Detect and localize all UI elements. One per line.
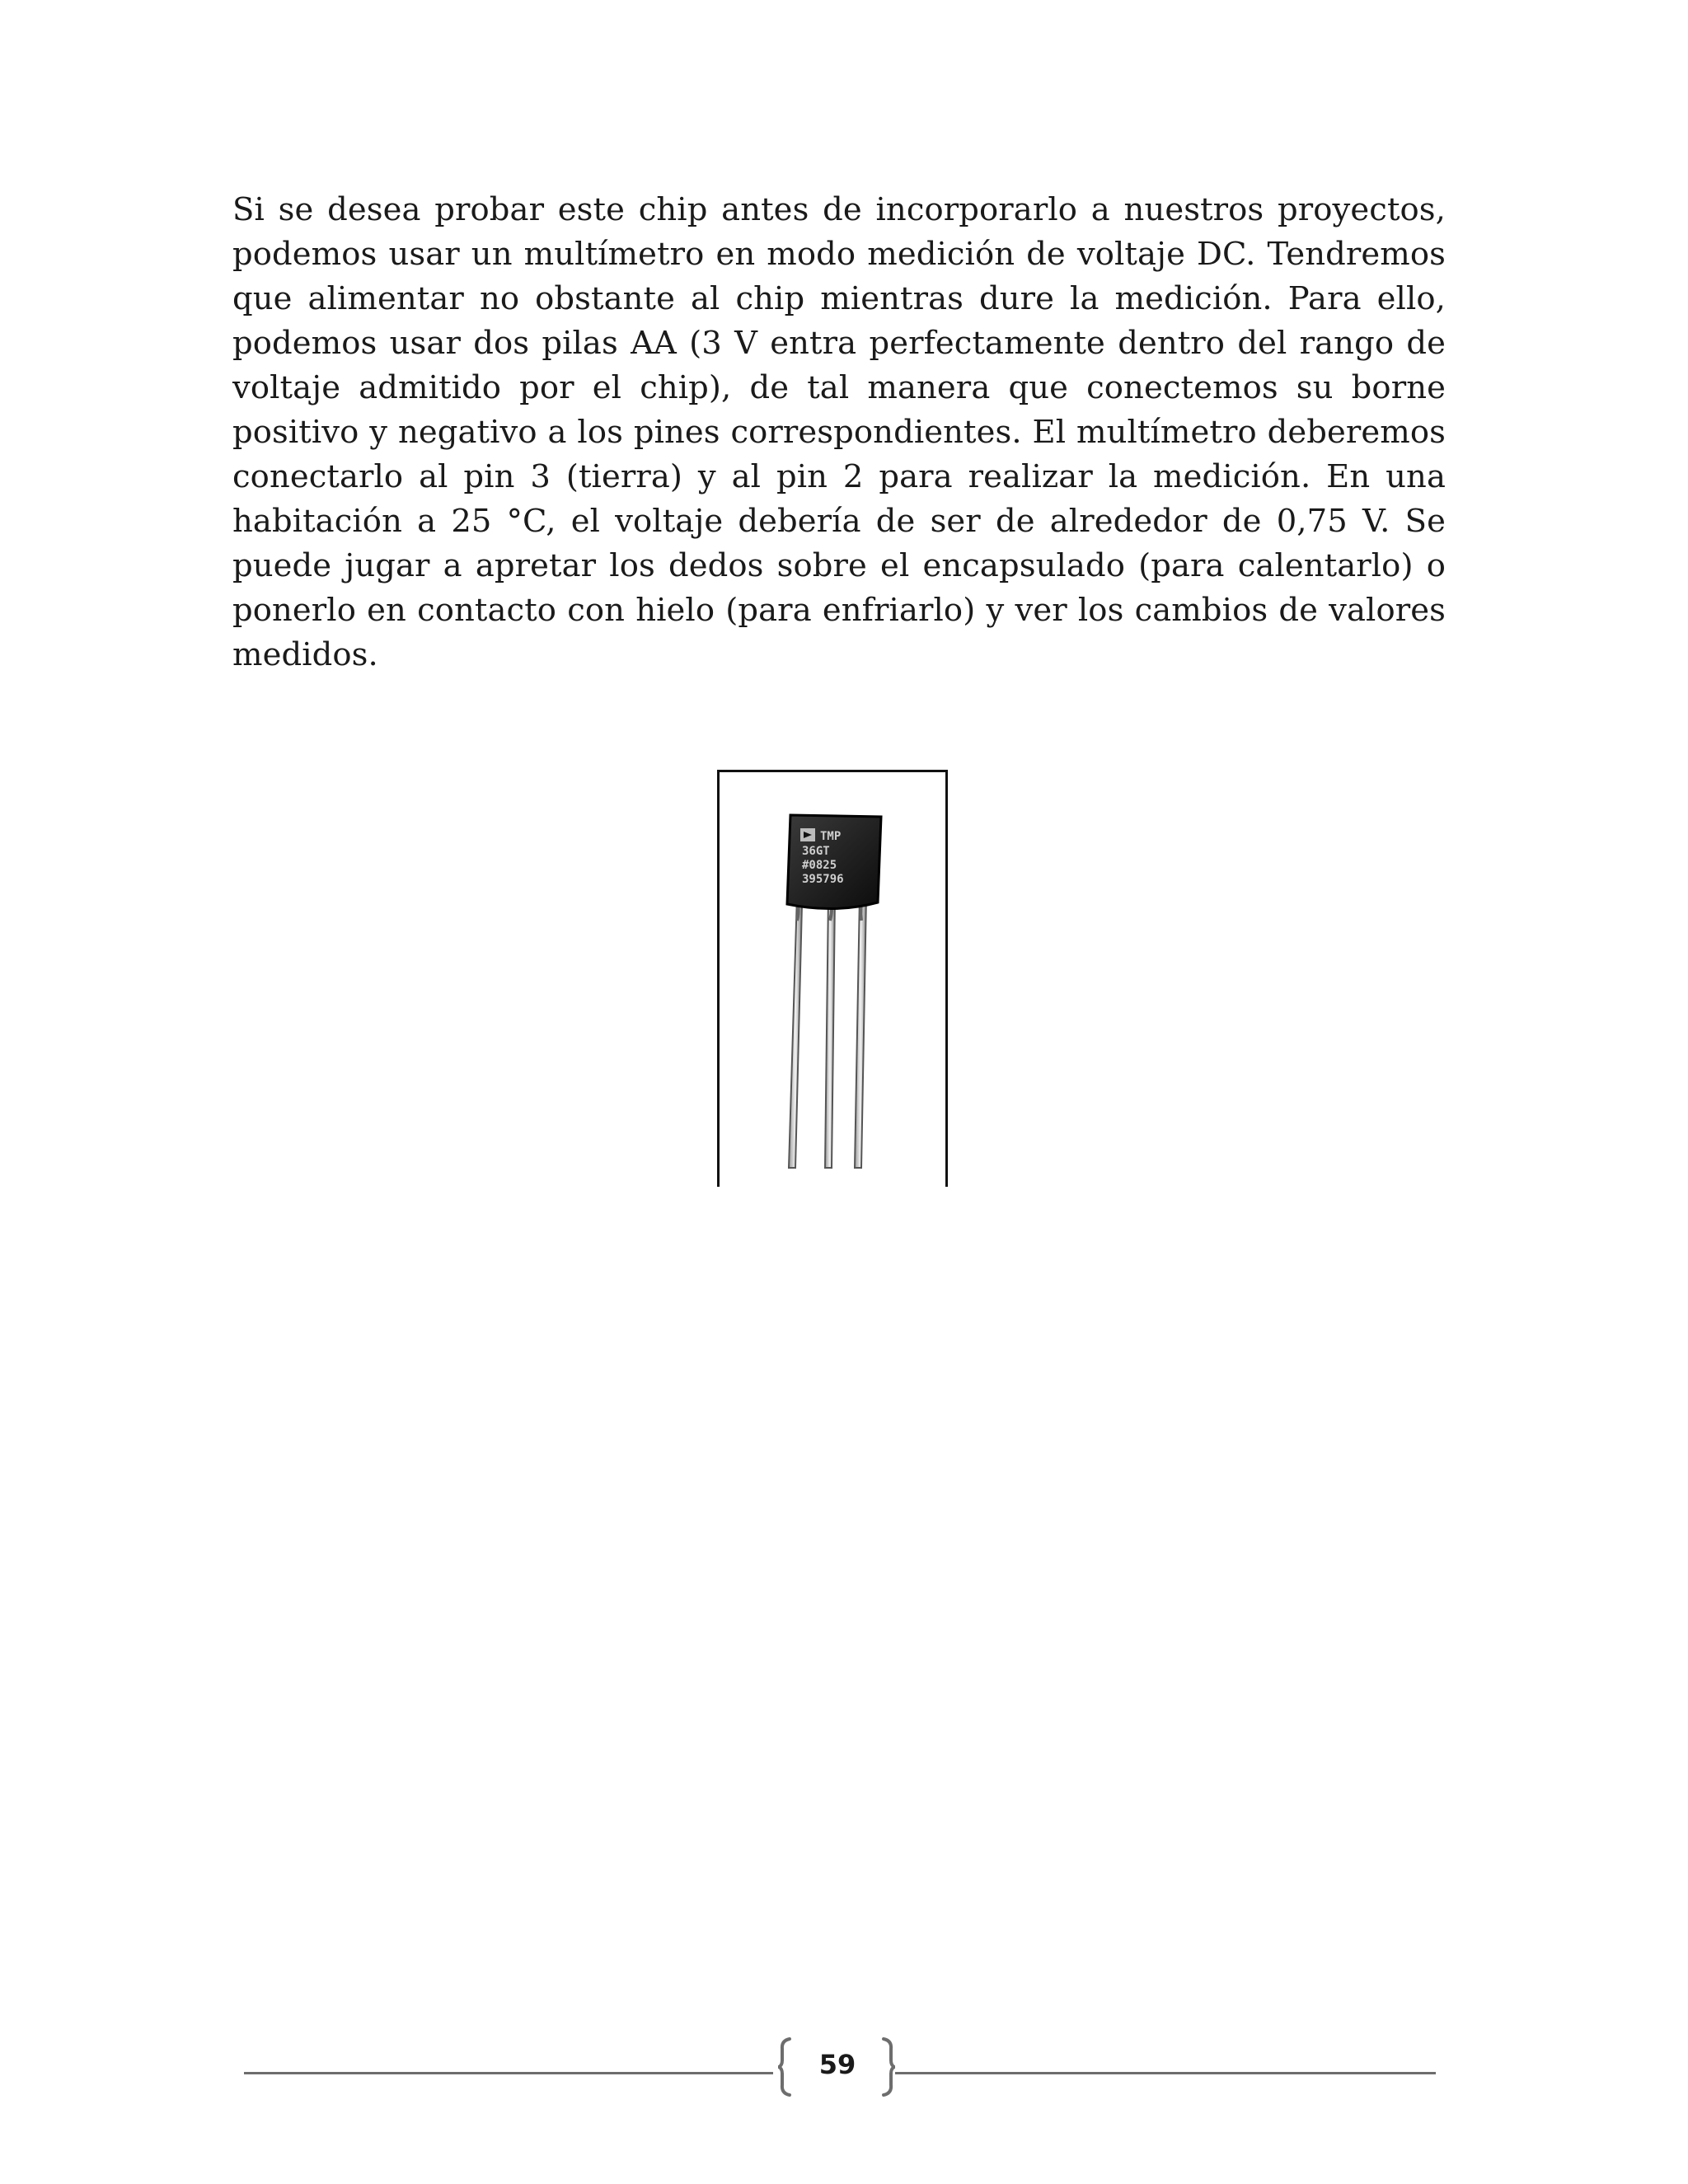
footer-rule-left [244, 2072, 773, 2074]
right-bracket-icon [882, 2037, 895, 2097]
chip-marking-line-3: #0825 [802, 859, 837, 872]
chip-figure [717, 770, 948, 1187]
body-paragraph: Si se desea probar este chip antes de incorporarlo a nuestros proyectos, podemos usar un multímetro en modo medición de voltaje DC. Tendremos que alimentar no obstante al chip mientras dure la medición. Para ello, podemos usar dos pilas AA (3 V entra perfectamente dentro del rango de voltaje admitido por el chip), de tal manera que conectemos su borne positivo y negativo a los pines correspondientes. El multímetro deberemos conectarlo al pin 3 (tierra) y al pin 2 para realizar la medición. En una habitación a 25 °C, el voltaje debería de ser de alrededor de 0,75 V. Se puede jugar a apretar los dedos sobre el encapsulado (para calentarlo) o ponerlo en contacto con hielo (para enfriarlo) y ver los cambios de valores medidos. [232, 191, 1446, 673]
page-footer [244, 2036, 1436, 2110]
chip-marking-line-4: 395796 [802, 873, 844, 886]
page-number: 59 [818, 2049, 856, 2080]
left-bracket-icon [778, 2037, 791, 2097]
chip-marking-line-2: 36GT [802, 845, 830, 858]
chip-marking-line-1: TMP [820, 830, 842, 843]
temperature-sensor-chip-icon [720, 772, 945, 1187]
footer-rule-right [895, 2072, 1436, 2074]
